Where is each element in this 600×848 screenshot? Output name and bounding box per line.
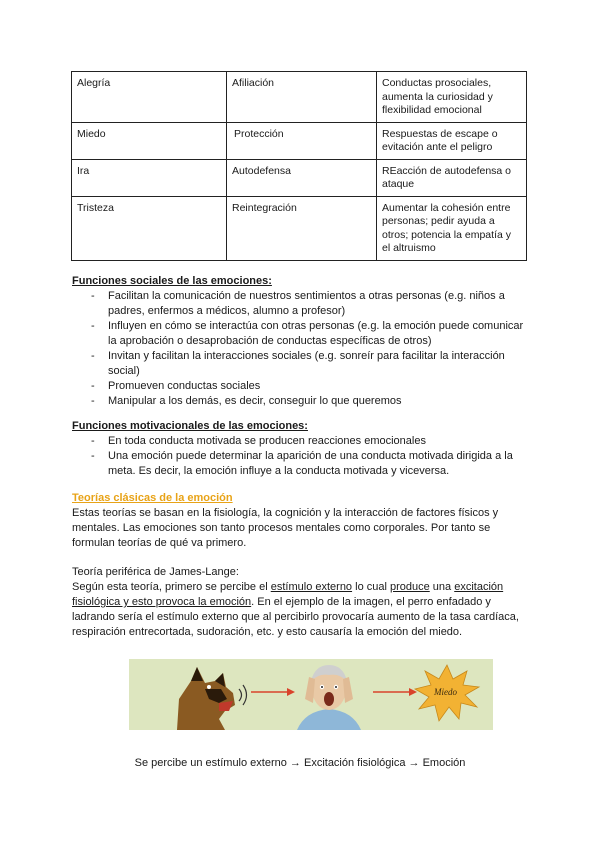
figure-caption: Se percibe un estímulo externo → Excitación fisiológica → Emoción	[134, 757, 466, 769]
text-run: . En el ejemplo de la imagen, el perro enfadado y ladrando sería el estímulo externo que al percibirlo provocaría aumento de la tasa cardíaca, respiración entrecortada, sudoración, etc. y esto causaría la emoción del miedo.	[72, 596, 519, 638]
text-run: Según esta teoría, primero se percibe el	[72, 581, 271, 593]
list-item: - Influyen en cómo se interactúa con otras personas (e.g. la emoción puede comunicar la aprobación o desaprobación de conductas específicas de otros)	[72, 319, 532, 349]
list-item: - Promueven conductas sociales	[72, 379, 532, 394]
behavior-cell: Conductas prosociales, aumenta la curiosidad y flexibilidad emocional	[377, 72, 527, 123]
emotion-cell: Miedo	[72, 122, 227, 159]
list-item: - En toda conducta motivada se producen reacciones emocionales	[72, 434, 532, 449]
arrow-icon	[373, 688, 417, 696]
emotion-cell: Tristeza	[72, 196, 227, 260]
table-row	[72, 159, 527, 196]
classic-theories-section	[72, 491, 532, 551]
behavior-cell: Respuestas de escape o evitación ante el peligro	[377, 122, 527, 159]
social-functions-section	[72, 274, 532, 409]
motivational-functions-section	[72, 419, 532, 479]
arrow-icon	[251, 688, 295, 696]
list-item: - Manipular a los demás, es decir, conseguir lo que queremos	[72, 394, 532, 409]
list-item: - Invitan y facilitan la interacciones sociales (e.g. sonreír para facilitar la interacción social)	[72, 349, 532, 379]
paragraph: Estas teorías se basan en la fisiología, la cognición y la interacción de factores físicos y mentales. Las emociones son tanto procesos mentales como corporales. Por tanto se formulan teorías de qué va primero.	[72, 507, 499, 549]
text-run: lo cual	[352, 581, 390, 593]
emotion-cell: Alegría	[72, 72, 227, 123]
underlined-term: produce	[389, 581, 430, 593]
table-row	[72, 72, 527, 123]
underlined-term: excitación fisiológica y esto provoca la emoción	[72, 581, 504, 608]
emotions-table	[71, 71, 527, 261]
james-lange-section	[72, 565, 532, 640]
paragraph	[72, 580, 532, 640]
table-row	[72, 196, 527, 260]
barking-dog-icon	[177, 667, 247, 730]
list-item: - Facilitan la comunicación de nuestros sentimientos a otras personas (e.g. niños a padres, enfermos a médicos, alumno a profesor)	[72, 289, 532, 319]
section-heading: Teorías clásicas de la emoción	[72, 492, 233, 504]
behavior-cell: REacción de autodefensa o ataque	[377, 159, 527, 196]
text-run: una	[429, 581, 455, 593]
bullet-list	[72, 289, 532, 409]
section-heading: Funciones sociales de las emociones:	[72, 275, 272, 287]
table-row	[72, 122, 527, 159]
frightened-person-icon	[297, 665, 361, 730]
list-item: - Una emoción puede determinar la aparición de una conducta motivada dirigida a la meta. Es decir, la emoción influye a la conducta motivada y viceversa.	[72, 449, 532, 479]
function-cell: Protección	[227, 122, 377, 159]
underlined-term: estímulo externo	[270, 581, 353, 593]
function-cell: Afiliación	[227, 72, 377, 123]
bullet-list	[72, 434, 532, 479]
burst-label: Miedo	[434, 687, 457, 697]
subsection-title: Teoría periférica de James-Lange:	[72, 566, 239, 578]
section-heading: Funciones motivacionales de las emociones:	[72, 420, 308, 432]
behavior-cell: Aumentar la cohesión entre personas; pedir ayuda a otros; potencia la empatía y el altruismo	[377, 196, 527, 260]
james-lange-illustration	[129, 659, 493, 730]
function-cell: Reintegración	[227, 196, 377, 260]
emotion-cell: Ira	[72, 159, 227, 196]
function-cell: Autodefensa	[227, 159, 377, 196]
